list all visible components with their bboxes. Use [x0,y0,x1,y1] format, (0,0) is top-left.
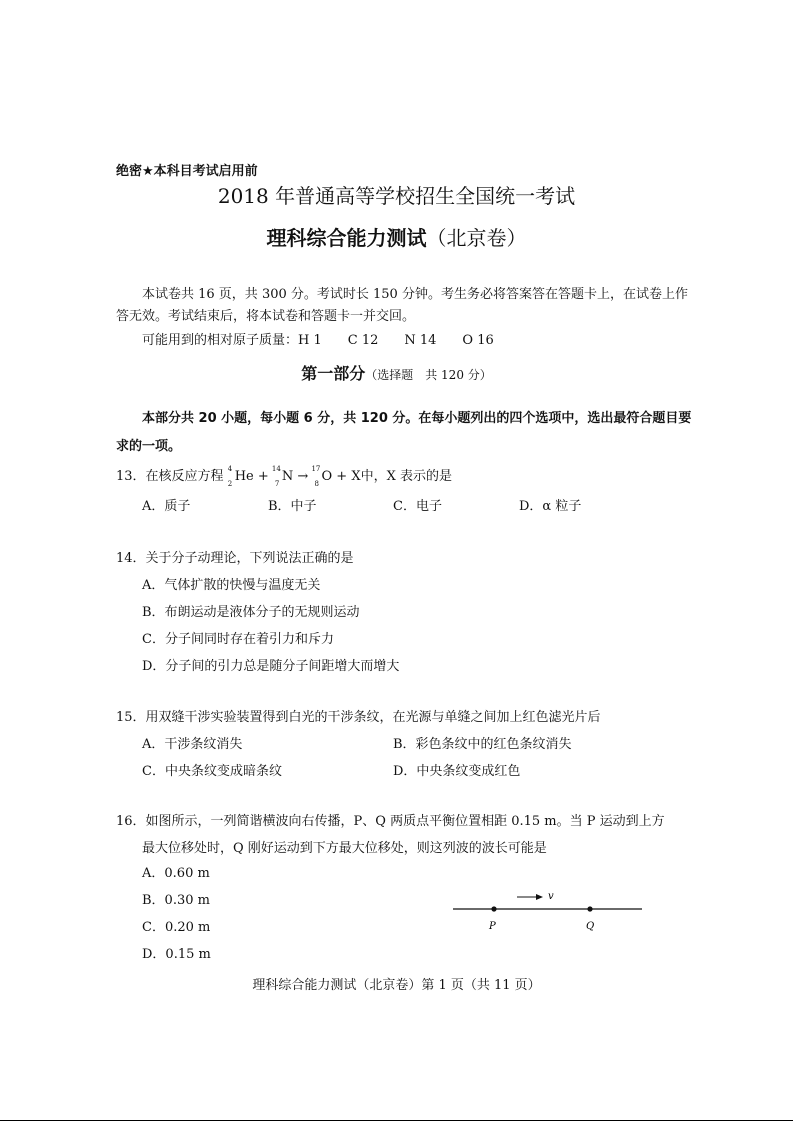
nuclide-he: 4 2 He [227,465,254,488]
q13-option-c: C．电子 [393,499,442,514]
q13-option-b: B．中子 [268,499,317,514]
q13-option-a: A．质子 [142,499,191,514]
plus-sign: + [257,469,269,484]
q14-option-b: B．布朗运动是液体分子的无规则运动 [142,605,360,620]
exam-subtitle [0,222,793,251]
q16-option-b: B．0.30 m [142,893,210,908]
label-v: v [548,891,554,902]
q15-option-d: D．中央条纹变成红色 [393,764,521,779]
q14-option-a: A．气体扩散的快慢与温度无关 [142,578,321,593]
part-subtitle: （选择题 共 120 分） [365,368,492,382]
q16-option-d: D．0.15 m [142,947,211,962]
part-description: 本部分共 20 小题，每小题 6 分，共 120 分。在每小题列出的四个选项中，选出最符合题目要求的一项。 [116,411,692,454]
q13-prefix: 13．在核反应方程 [116,469,228,484]
label-p: P [489,921,496,932]
subtitle-paren: （北京卷） [426,226,527,250]
intro-paragraph: 本试卷共 16 页，共 300 分。考试时长 150 分钟。考生务必将答案答在答题卡上，在试卷上作答无效。考试结束后，将本试卷和答题卡一并交回。 [116,287,688,324]
point-q [587,906,592,911]
subtitle-main: 理科综合能力测试 [266,226,427,250]
part-title: 第一部分 [301,364,366,383]
wave-figure [450,884,646,934]
q16-option-c: C．0.20 m [142,920,211,935]
part-heading [0,361,793,384]
question-14-stem: 14．关于分子动理论，下列说法正确的是 [116,551,354,566]
question-16-stem-line1: 16．如图所示，一列简谐横波向右传播，P、Q 两质点平衡位置相距 0.15 m。当 P 运动到上方 [116,814,665,829]
label-q: Q [586,921,595,932]
plus-sign-2: + [336,469,348,484]
q14-option-d: D．分子间的引力总是随分子间距增大而增大 [142,659,400,674]
secret-label: 绝密★本科目考试启用前 [116,164,258,179]
exam-title: 2018 年普通高等学校招生全国统一考试 [217,184,576,208]
velocity-arrow-icon [536,894,543,900]
q15-option-a: A．干涉条纹消失 [142,737,243,752]
page-bottom-border [0,1120,793,1121]
q14-option-c: C．分子间同时存在着引力和斥力 [142,632,334,647]
q15-option-b: B．彩色条纹中的红色条纹消失 [393,737,572,752]
nuclide-n: 14 7 N [271,465,294,488]
arrow: → [297,469,309,484]
q13-option-d: D．α 粒子 [519,499,582,514]
q16-option-a: A．0.60 m [142,866,210,881]
atomic-mass-line: 可能用到的相对原子质量：H 1 C 12 N 14 O 16 [142,333,494,348]
point-p [491,906,496,911]
x-symbol: X [351,469,361,484]
page-footer: 理科综合能力测试（北京卷）第 1 页（共 11 页） [252,978,541,993]
question-13-stem [116,465,452,488]
q15-option-c: C．中央条纹变成暗条纹 [142,764,282,779]
nuclide-o: 17 8 O [311,465,333,488]
q13-suffix: 中，X 表示的是 [360,469,452,484]
question-15-stem: 15．用双缝干涉实验装置得到白光的干涉条纹，在光源与单缝之间加上红色滤光片后 [116,710,601,725]
question-16-stem-line2: 最大位移处时，Q 刚好运动到下方最大位移处，则这列波的波长可能是 [142,841,547,856]
